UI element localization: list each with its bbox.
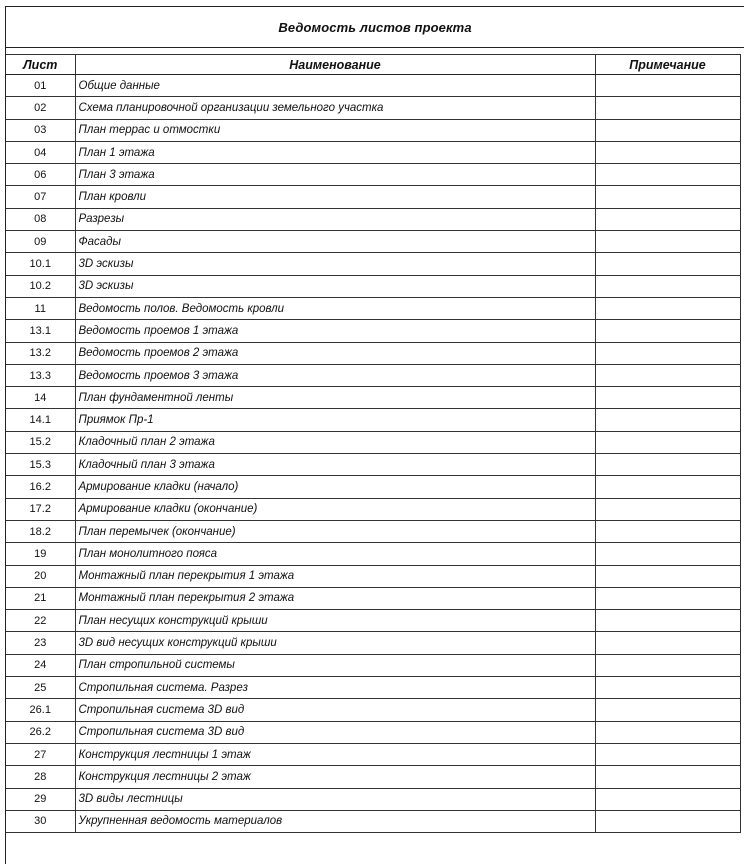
sheet-name-cell: Конструкция лестницы 1 этаж	[75, 743, 595, 765]
sheet-name-cell: Схема планировочной организации земельного участка	[75, 97, 595, 119]
table-row	[6, 498, 740, 520]
sheet-note-cell	[595, 320, 740, 342]
sheet-name-cell: 3D эскизы	[75, 275, 595, 297]
sheet-name-cell: Общие данные	[75, 75, 595, 97]
table-row	[6, 677, 740, 699]
sheet-name-cell: План фундаментной ленты	[75, 387, 595, 409]
sheet-number-cell: 25	[6, 677, 75, 699]
table-row	[6, 610, 740, 632]
table-row	[6, 231, 740, 253]
sheet-note-cell	[595, 75, 740, 97]
sheet-number-cell: 13.1	[6, 320, 75, 342]
sheet-name-cell: Ведомость проемов 2 этажа	[75, 342, 595, 364]
table-row	[6, 543, 740, 565]
sheet-note-cell	[595, 409, 740, 431]
sheet-number-cell: 09	[6, 231, 75, 253]
sheet-number-cell: 24	[6, 654, 75, 676]
sheet-number-cell: 02	[6, 97, 75, 119]
sheet-note-cell	[595, 387, 740, 409]
sheet-name-cell: Стропильная система 3D вид	[75, 721, 595, 743]
sheet-name-cell: Укрупненная ведомость материалов	[75, 810, 595, 832]
sheet-note-cell	[595, 231, 740, 253]
sheet-note-cell	[595, 454, 740, 476]
sheet-name-cell: План перемычек (окончание)	[75, 520, 595, 542]
sheet-name-cell: План кровли	[75, 186, 595, 208]
sheet-name-cell: Ведомость полов. Ведомость кровли	[75, 297, 595, 319]
sheet-note-cell	[595, 632, 740, 654]
document-title: Ведомость листов проекта	[6, 7, 744, 48]
table-body	[6, 75, 740, 833]
sheet-number-cell: 30	[6, 810, 75, 832]
sheet-number-cell: 27	[6, 743, 75, 765]
sheet-number-cell: 01	[6, 75, 75, 97]
sheet-number-cell: 18.2	[6, 520, 75, 542]
table-row	[6, 253, 740, 275]
table-row	[6, 164, 740, 186]
table-row	[6, 520, 740, 542]
sheet-note-cell	[595, 543, 740, 565]
sheet-note-cell	[595, 97, 740, 119]
sheet-note-cell	[595, 476, 740, 498]
sheet-name-cell: Приямок Пр-1	[75, 409, 595, 431]
sheet-note-cell	[595, 766, 740, 788]
sheet-note-cell	[595, 788, 740, 810]
sheet-list-table	[6, 54, 741, 833]
table-row	[6, 565, 740, 587]
sheet-number-cell: 15.2	[6, 431, 75, 453]
sheet-note-cell	[595, 677, 740, 699]
sheet-number-cell: 26.1	[6, 699, 75, 721]
sheet-number-cell: 17.2	[6, 498, 75, 520]
sheet-number-cell: 26.2	[6, 721, 75, 743]
table-row	[6, 788, 740, 810]
table-row	[6, 186, 740, 208]
table-row	[6, 587, 740, 609]
sheet-note-cell	[595, 119, 740, 141]
sheet-name-cell: Конструкция лестницы 2 этаж	[75, 766, 595, 788]
sheet-number-cell: 16.2	[6, 476, 75, 498]
table-row	[6, 766, 740, 788]
sheet-name-cell: Ведомость проемов 3 этажа	[75, 364, 595, 386]
table-row	[6, 364, 740, 386]
sheet-name-cell: Ведомость проемов 1 этажа	[75, 320, 595, 342]
sheet-note-cell	[595, 587, 740, 609]
sheet-note-cell	[595, 275, 740, 297]
sheet-number-cell: 23	[6, 632, 75, 654]
table-row	[6, 75, 740, 97]
column-header-note: Примечание	[595, 55, 740, 75]
sheet-note-cell	[595, 610, 740, 632]
sheet-note-cell	[595, 208, 740, 230]
sheet-number-cell: 28	[6, 766, 75, 788]
sheet-name-cell: Фасады	[75, 231, 595, 253]
table-row	[6, 409, 740, 431]
column-header-name: Наименование	[75, 55, 595, 75]
sheet-number-cell: 29	[6, 788, 75, 810]
sheet-number-cell: 07	[6, 186, 75, 208]
sheet-note-cell	[595, 810, 740, 832]
sheet-note-cell	[595, 721, 740, 743]
table-row	[6, 454, 740, 476]
sheet-number-cell: 14.1	[6, 409, 75, 431]
sheet-number-cell: 10.2	[6, 275, 75, 297]
sheet-name-cell: План 3 этажа	[75, 164, 595, 186]
sheet-number-cell: 14	[6, 387, 75, 409]
sheet-note-cell	[595, 654, 740, 676]
sheet-name-cell: План террас и отмостки	[75, 119, 595, 141]
sheet-number-cell: 19	[6, 543, 75, 565]
table-row	[6, 297, 740, 319]
table-row	[6, 342, 740, 364]
sheet-name-cell: План стропильной системы	[75, 654, 595, 676]
sheet-note-cell	[595, 498, 740, 520]
sheet-number-cell: 06	[6, 164, 75, 186]
table-row	[6, 810, 740, 832]
sheet-note-cell	[595, 164, 740, 186]
sheet-note-cell	[595, 342, 740, 364]
sheet-number-cell: 13.3	[6, 364, 75, 386]
sheet-note-cell	[595, 253, 740, 275]
sheet-name-cell: 3D вид несущих конструкций крыши	[75, 632, 595, 654]
table-row	[6, 141, 740, 163]
table-row	[6, 699, 740, 721]
sheet-name-cell: Кладочный план 3 этажа	[75, 454, 595, 476]
sheet-number-cell: 21	[6, 587, 75, 609]
table-row	[6, 632, 740, 654]
sheet-name-cell: 3D виды лестницы	[75, 788, 595, 810]
sheet-number-cell: 10.1	[6, 253, 75, 275]
table-header-row	[6, 55, 740, 75]
table-row	[6, 654, 740, 676]
table-row	[6, 743, 740, 765]
sheet-number-cell: 20	[6, 565, 75, 587]
table-row	[6, 97, 740, 119]
sheet-name-cell: План 1 этажа	[75, 141, 595, 163]
sheet-name-cell: Стропильная система. Разрез	[75, 677, 595, 699]
sheet-note-cell	[595, 520, 740, 542]
sheet-name-cell: Разрезы	[75, 208, 595, 230]
sheet-name-cell: 3D эскизы	[75, 253, 595, 275]
sheet-name-cell: Монтажный план перекрытия 1 этажа	[75, 565, 595, 587]
sheet-note-cell	[595, 297, 740, 319]
sheet-number-cell: 08	[6, 208, 75, 230]
sheet-number-cell: 03	[6, 119, 75, 141]
column-header-sheet: Лист	[6, 55, 75, 75]
table-row	[6, 387, 740, 409]
sheet-list-document	[5, 6, 744, 864]
sheet-note-cell	[595, 186, 740, 208]
sheet-name-cell: План несущих конструкций крыши	[75, 610, 595, 632]
sheet-note-cell	[595, 364, 740, 386]
table-row	[6, 119, 740, 141]
sheet-name-cell: План монолитного пояса	[75, 543, 595, 565]
sheet-note-cell	[595, 699, 740, 721]
sheet-number-cell: 13.2	[6, 342, 75, 364]
table-row	[6, 431, 740, 453]
sheet-number-cell: 22	[6, 610, 75, 632]
table-row	[6, 320, 740, 342]
table-row	[6, 208, 740, 230]
sheet-name-cell: Армирование кладки (окончание)	[75, 498, 595, 520]
table-row	[6, 476, 740, 498]
sheet-name-cell: Кладочный план 2 этажа	[75, 431, 595, 453]
table-row	[6, 275, 740, 297]
sheet-number-cell: 11	[6, 297, 75, 319]
sheet-name-cell: Армирование кладки (начало)	[75, 476, 595, 498]
sheet-note-cell	[595, 141, 740, 163]
sheet-note-cell	[595, 565, 740, 587]
sheet-note-cell	[595, 431, 740, 453]
sheet-note-cell	[595, 743, 740, 765]
sheet-number-cell: 15.3	[6, 454, 75, 476]
sheet-name-cell: Стропильная система 3D вид	[75, 699, 595, 721]
table-row	[6, 721, 740, 743]
sheet-number-cell: 04	[6, 141, 75, 163]
sheet-name-cell: Монтажный план перекрытия 2 этажа	[75, 587, 595, 609]
